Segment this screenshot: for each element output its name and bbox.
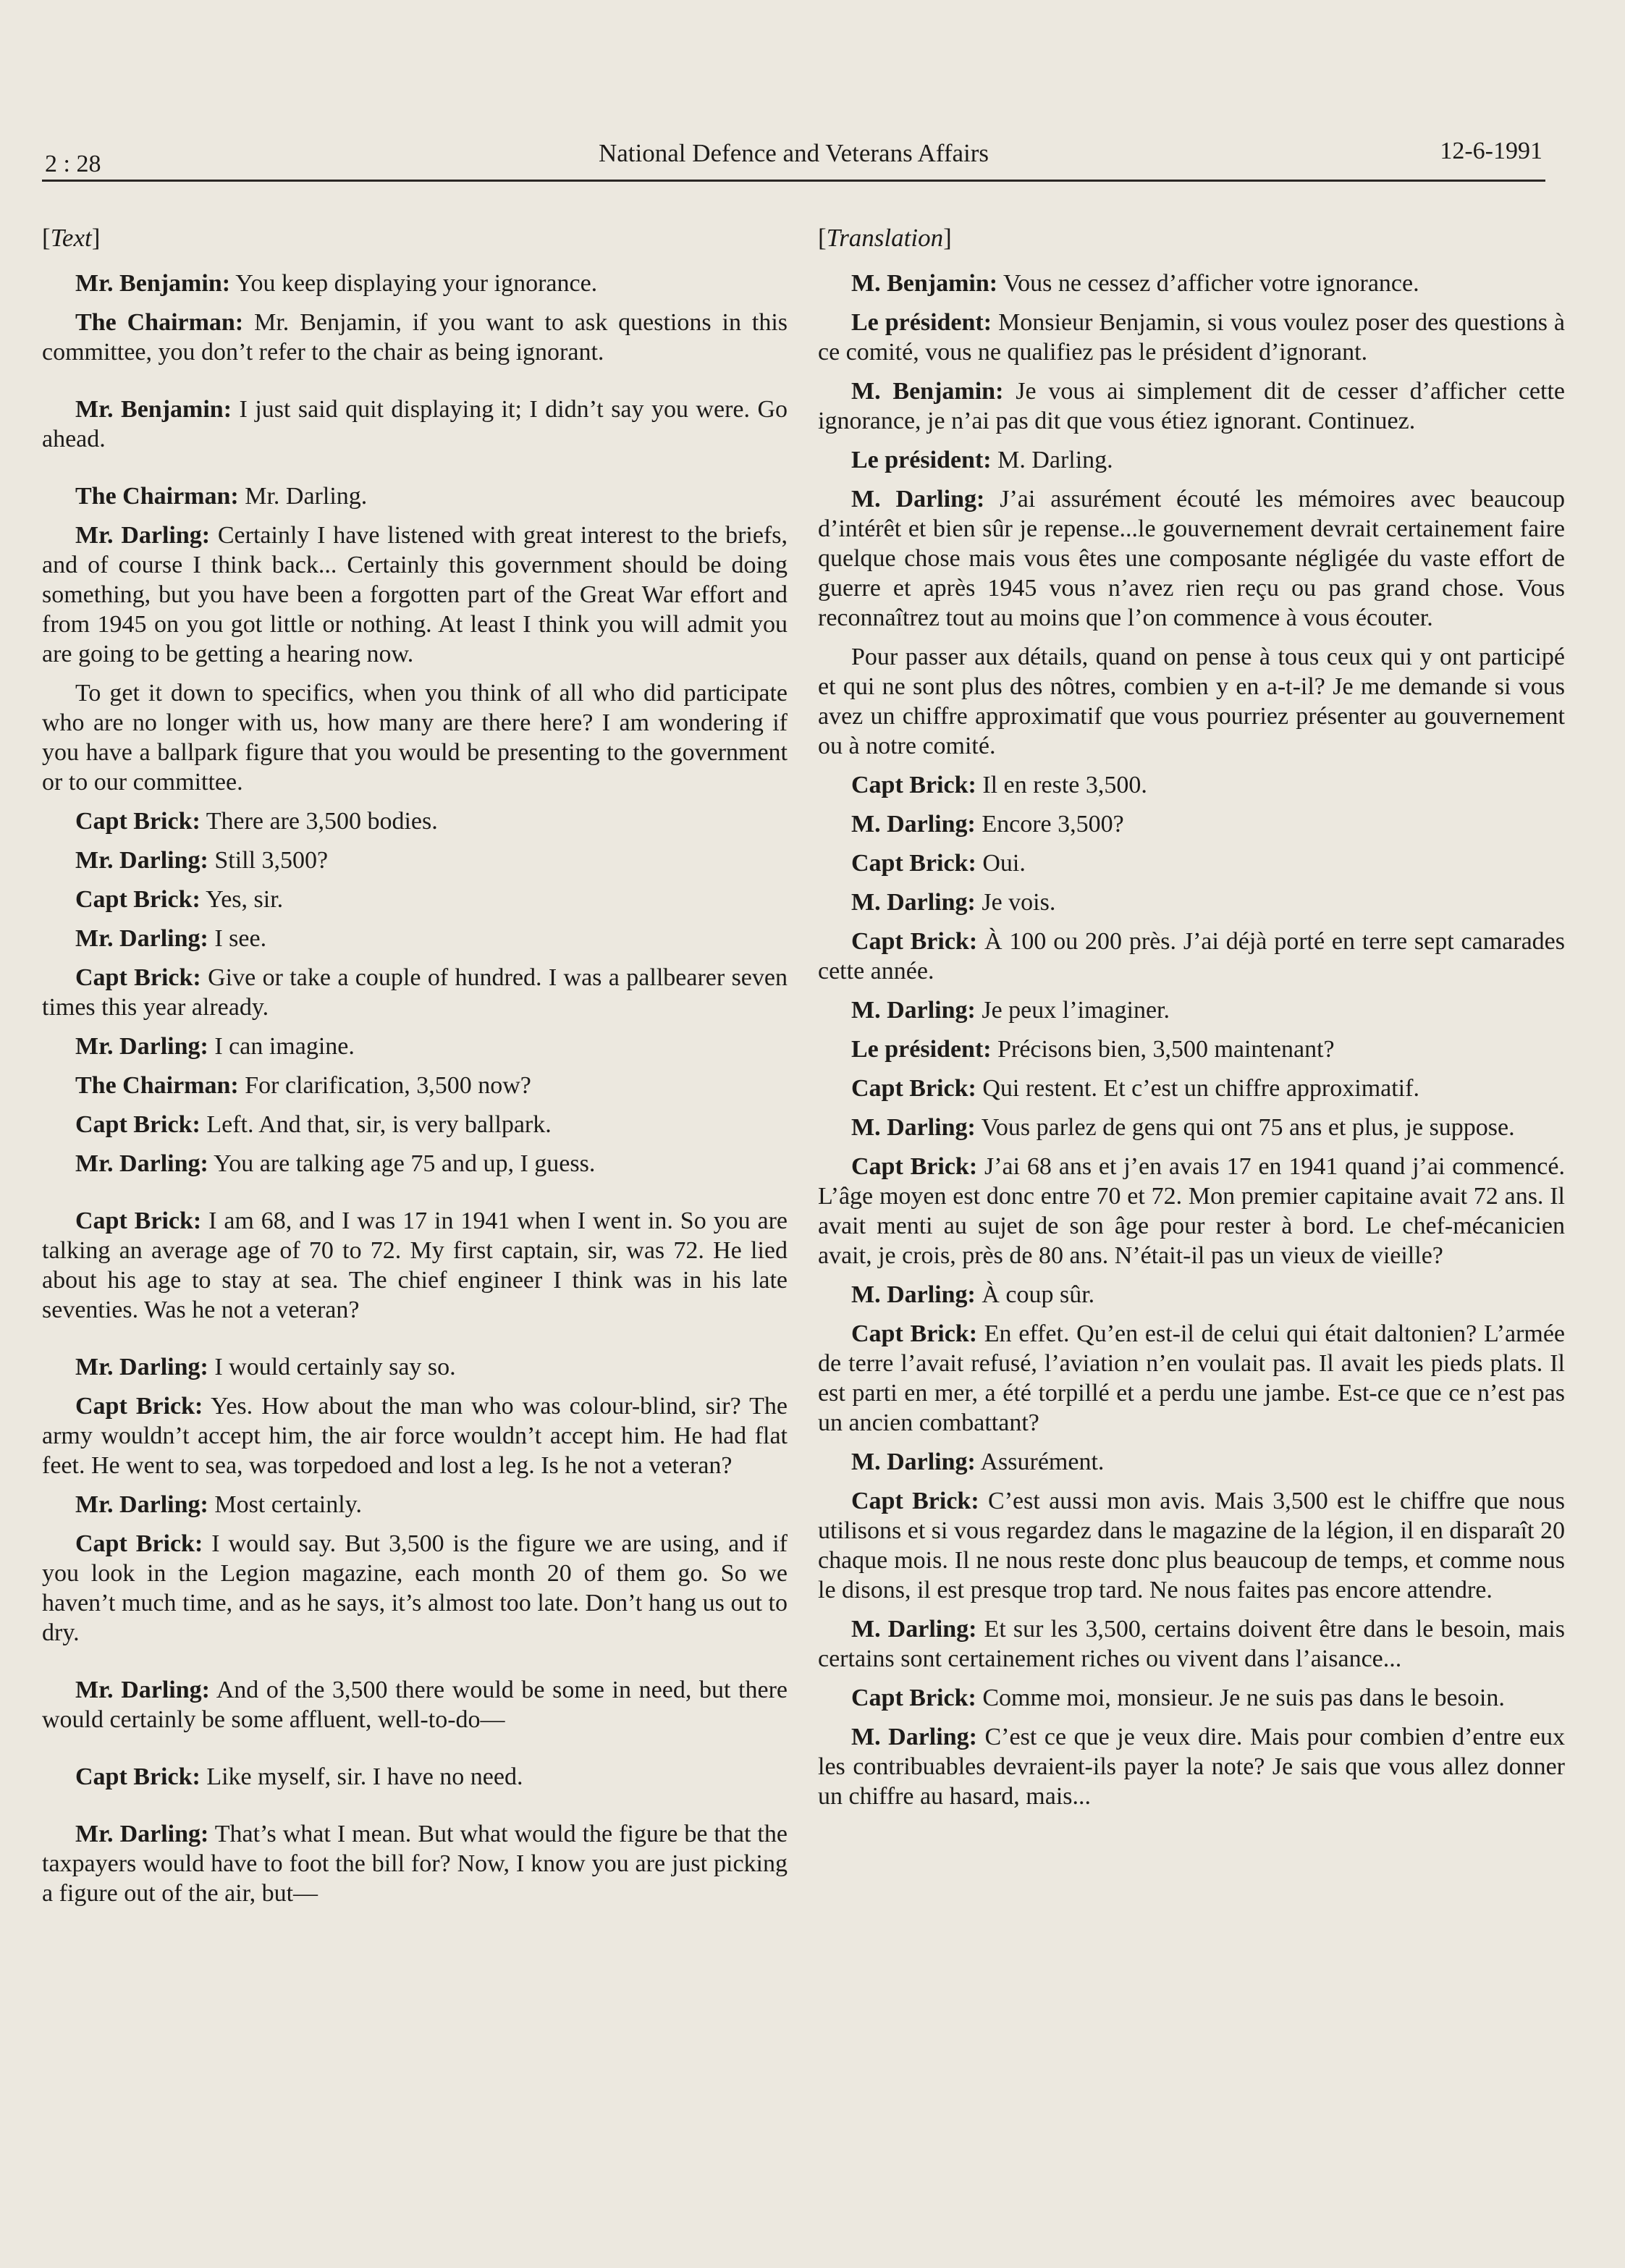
speaker-name: Mr. Darling: xyxy=(75,925,208,952)
dialogue-paragraph xyxy=(42,1819,788,1908)
speaker-name: M. Benjamin: xyxy=(851,378,1004,405)
speech-text: Comme moi, monsieur. Je ne suis pas dans le besoin. xyxy=(976,1685,1505,1711)
speech-text: Certainly I have listened with great interest to the briefs, and of course I think back... Certainly this government should be doing something, but you have been a forgotten part of the Great War effort and from 1945 on you got little or nothing. At least I think you will admit you are going to be getting a hearing now. xyxy=(42,522,788,667)
speech-text: Encore 3,500? xyxy=(975,811,1124,838)
speech-text: I can imagine. xyxy=(208,1033,355,1060)
dialogue-paragraph xyxy=(818,1447,1565,1477)
speaker-name: Capt Brick: xyxy=(851,850,976,877)
speaker-name: Capt Brick: xyxy=(75,1763,201,1790)
dialogue-paragraph xyxy=(818,888,1565,917)
speech-text: Oui. xyxy=(976,850,1026,877)
speech-text: C’est aussi mon avis. Mais 3,500 est le chiffre que nous utilisons et si vous regardez dans le magazine de la légion, il en disparaît 20 chaque mois. Il ne nous reste donc plus beaucoup de temps, et comme nous le disons, il est presque trop tard. Ne nous faites pas encore attendre. xyxy=(818,1488,1566,1603)
dialogue-paragraph xyxy=(818,1074,1565,1103)
dialogue-paragraph xyxy=(818,1280,1565,1310)
speaker-name: Capt Brick: xyxy=(75,886,201,913)
speech-text: You keep displaying your ignorance. xyxy=(230,270,598,297)
dialogue-paragraph xyxy=(42,885,788,914)
speech-text: There are 3,500 bodies. xyxy=(200,808,438,835)
speech-text: Like myself, sir. I have no need. xyxy=(200,1763,523,1790)
speech-text: Mr. Benjamin, if you want to ask questions in this committee, you don’t refer to the chair as being ignorant. xyxy=(42,309,788,366)
speech-text: J’ai assurément écouté les mémoires avec beaucoup d’intérêt et bien sûr je repense...le gouvernement devrait certainement faire quelque chose mais vous êtes une composante négligée du vaste effort de guerre et après 1945 vous n’avez rien reçu ou pas grand chose. Vous reconnaîtrez tout au moins que l’on commence à vous écouter. xyxy=(818,486,1565,631)
speaker-name: Capt Brick: xyxy=(75,1530,203,1557)
speech-text: Yes, sir. xyxy=(200,886,284,913)
speech-text: I would certainly say so. xyxy=(208,1354,456,1380)
speaker-name: M. Darling: xyxy=(851,1616,977,1643)
speaker-name: M. Darling: xyxy=(851,1281,976,1308)
dialogue-paragraph xyxy=(818,308,1565,367)
speech-text: M. Darling. xyxy=(991,447,1113,473)
dialogue-paragraph xyxy=(42,1675,788,1734)
speaker-name: Le président: xyxy=(851,447,992,473)
speaker-name: The Chairman: xyxy=(75,309,244,336)
speaker-name: Mr. Darling: xyxy=(75,1491,208,1518)
section-label-text: [Text] xyxy=(42,224,101,252)
english-column xyxy=(42,223,788,1918)
header-date: 12-6-1991 xyxy=(1440,138,1542,164)
speaker-name: M. Darling: xyxy=(851,1449,976,1475)
speech-text: Je vois. xyxy=(975,889,1056,916)
speaker-name: Mr. Darling: xyxy=(75,522,211,549)
speech-text: I just said quit displaying it; I didn’t say you were. Go ahead. xyxy=(42,396,788,452)
dialogue-paragraph xyxy=(42,1071,788,1100)
dialogue-paragraph xyxy=(818,770,1565,800)
speaker-name: Mr. Benjamin: xyxy=(75,396,232,423)
speech-text: I see. xyxy=(208,925,267,952)
speaker-name: M. Darling: xyxy=(851,889,976,916)
speech-text: Left. And that, sir, is very ballpark. xyxy=(200,1111,552,1138)
dialogue-paragraph xyxy=(818,809,1565,839)
speaker-name: Mr. Darling: xyxy=(75,1033,208,1060)
speaker-name: Mr. Darling: xyxy=(75,847,208,874)
dialogue-paragraph xyxy=(42,963,788,1022)
dialogue-paragraph xyxy=(42,1490,788,1519)
dialogue-paragraph xyxy=(818,1683,1565,1713)
speaker-name: Capt Brick: xyxy=(851,1153,978,1180)
dialogue-paragraph xyxy=(818,1152,1565,1270)
speaker-name: Mr. Darling: xyxy=(75,1354,208,1380)
speech-text: Monsieur Benjamin, si vous voulez poser des questions à ce comité, vous ne qualifiez pas le président d’ignorant. xyxy=(818,309,1565,366)
dialogue-paragraph xyxy=(42,1529,788,1648)
dialogue-paragraph xyxy=(42,924,788,953)
dialogue-paragraph xyxy=(818,1486,1565,1605)
speaker-name: Capt Brick: xyxy=(75,1207,202,1234)
dialogue-paragraph xyxy=(42,308,788,367)
speech-text: J’ai 68 ans et j’en avais 17 en 1941 quand j’ai commencé. L’âge moyen est donc entre 70 et 72. Mon premier capitaine avait 72 ans. Il avait menti au sujet de son âge pour rester à bord. Le chef-mécanicien avait, je crois, près de 80 ans. N’était-il pas un vieux de vieille? xyxy=(818,1153,1565,1269)
speaker-name: Capt Brick: xyxy=(851,1075,976,1102)
speech-text: Pour passer aux détails, quand on pense à tous ceux qui y ont participé et qui ne sont plus des nôtres, combien y en a-t-il? Je me demande si vous avez un chiffre approximatif que vous pourriez présenter au gouvernement ou à notre comité. xyxy=(818,644,1565,759)
dialogue-paragraph xyxy=(818,484,1565,633)
speech-text: For clarification, 3,500 now? xyxy=(238,1072,531,1099)
page-header xyxy=(42,129,1545,182)
french-column xyxy=(818,223,1565,1821)
speaker-name: M. Benjamin: xyxy=(851,270,998,297)
speech-text: C’est ce que je veux dire. Mais pour combien d’entre eux les contribuables devraient-ils payer la note? Je sais que vous allez donner un chiffre au hasard, mais... xyxy=(818,1724,1565,1810)
dialogue-paragraph xyxy=(42,481,788,511)
speaker-name: Le président: xyxy=(851,1036,992,1063)
speech-text: And of the 3,500 there would be some in need, but there would certainly be some affluent, well-to-do— xyxy=(42,1677,788,1733)
speech-text: I would say. But 3,500 is the figure we are using, and if you look in the Legion magazine, each month 20 of them go. So we haven’t much time, and as he says, it’s almost too late. Don’t hang us out to dry. xyxy=(42,1530,788,1646)
dialogue-paragraph xyxy=(818,848,1565,878)
speech-text: Je peux l’imaginer. xyxy=(975,997,1170,1024)
speech-text: I am 68, and I was 17 in 1941 when I went in. So you are talking an average age of 70 to 72. My first captain, sir, was 72. He lied about his age to stay at sea. The chief engineer I think was in his late seventies. Was he not a veteran? xyxy=(42,1207,788,1323)
speaker-name: The Chairman: xyxy=(75,1072,239,1099)
speaker-name: Capt Brick: xyxy=(851,1488,979,1514)
dialogue-paragraph xyxy=(42,1206,788,1325)
dialogue-paragraph xyxy=(42,1391,788,1480)
dialogue-paragraph xyxy=(818,1722,1565,1811)
speech-text: Assurément. xyxy=(975,1449,1105,1475)
speaker-name: Mr. Darling: xyxy=(75,1150,208,1177)
speaker-name: Le président: xyxy=(851,309,992,336)
dialogue-paragraph xyxy=(42,395,788,454)
speech-text: Vous ne cessez d’afficher votre ignorance. xyxy=(997,270,1419,297)
speaker-name: Mr. Darling: xyxy=(75,1821,209,1847)
speech-text: Still 3,500? xyxy=(208,847,329,874)
speaker-name: Capt Brick: xyxy=(851,772,976,798)
speech-text: Mr. Darling. xyxy=(238,483,368,510)
speaker-name: Capt Brick: xyxy=(75,1111,201,1138)
dialogue-paragraph xyxy=(818,1319,1565,1438)
speech-text: Il en reste 3,500. xyxy=(976,772,1147,798)
speaker-name: The Chairman: xyxy=(75,483,239,510)
speech-text: À 100 ou 200 près. J’ai déjà porté en terre sept camarades cette année. xyxy=(818,928,1565,985)
speaker-name: Capt Brick: xyxy=(851,928,978,955)
speech-text: Je vous ai simplement dit de cesser d’afficher cette ignorance, je n’ai pas dit que vous étiez ignorant. Continuez. xyxy=(818,378,1565,434)
dialogue-paragraph xyxy=(818,445,1565,475)
dialogue-paragraph xyxy=(42,1352,788,1382)
speech-text: Yes. How about the man who was colour-blind, sir? The army wouldn’t accept him, the air force wouldn’t accept him. He had flat feet. He went to sea, was torpedoed and lost a leg. Is he not a veteran? xyxy=(42,1393,788,1479)
speaker-name: M. Darling: xyxy=(851,811,976,838)
speaker-name: M. Darling: xyxy=(851,1114,976,1141)
speech-text: Most certainly. xyxy=(208,1491,362,1518)
speech-text: That’s what I mean. But what would the figure be that the taxpayers would have to foot the bill for? Now, I know you are just picking a figure out of the air, but— xyxy=(42,1821,788,1907)
speech-text: En effet. Qu’en est-il de celui qui était daltonien? L’armée de terre l’avait refusé, l’aviation n’en voulait pas. Il avait les pieds plats. Il est parti en mer, a été torpillé et a perdu une jambe. Est-ce que ce n’est pas un ancien combattant? xyxy=(818,1320,1565,1436)
speech-text: You are talking age 75 and up, I guess. xyxy=(208,1150,596,1177)
dialogue-paragraph xyxy=(42,1149,788,1179)
dialogue-paragraph xyxy=(818,1034,1565,1064)
dialogue-paragraph xyxy=(42,806,788,836)
dialogue-paragraph xyxy=(42,846,788,875)
speaker-name: M. Darling: xyxy=(851,486,985,513)
speech-text: À coup sûr. xyxy=(975,1281,1095,1308)
dialogue-paragraph xyxy=(42,1110,788,1139)
running-title: National Defence and Veterans Affairs xyxy=(598,139,989,167)
section-label-translation: [Translation] xyxy=(818,224,952,252)
speech-text: Vous parlez de gens qui ont 75 ans et plus, je suppose. xyxy=(975,1114,1515,1141)
speech-text: Et sur les 3,500, certains doivent être dans le besoin, mais certains sont certainement riches ou vivent dans l’aisance... xyxy=(818,1616,1565,1672)
speaker-name: Capt Brick: xyxy=(75,1393,203,1420)
speaker-name: M. Darling: xyxy=(851,1724,977,1750)
speech-text: Give or take a couple of hundred. I was a pallbearer seven times this year already. xyxy=(42,964,788,1021)
dialogue-paragraph xyxy=(818,642,1565,761)
dialogue-paragraph xyxy=(42,520,788,669)
dialogue-paragraph xyxy=(818,995,1565,1025)
speech-text: Qui restent. Et c’est un chiffre approximatif. xyxy=(976,1075,1419,1102)
speaker-name: Mr. Benjamin: xyxy=(75,270,231,297)
dialogue-paragraph xyxy=(818,1614,1565,1674)
dialogue-paragraph xyxy=(818,376,1565,436)
speaker-name: Capt Brick: xyxy=(851,1685,976,1711)
dialogue-paragraph xyxy=(42,678,788,797)
speech-text: Précisons bien, 3,500 maintenant? xyxy=(991,1036,1335,1063)
speaker-name: Mr. Darling: xyxy=(75,1677,210,1703)
dialogue-paragraph xyxy=(42,1032,788,1061)
dialogue-paragraph xyxy=(42,1762,788,1792)
page-number: 2 : 28 xyxy=(45,151,101,177)
speaker-name: M. Darling: xyxy=(851,997,976,1024)
speaker-name: Capt Brick: xyxy=(75,964,201,991)
speaker-name: Capt Brick: xyxy=(75,808,201,835)
dialogue-paragraph xyxy=(42,269,788,298)
dialogue-paragraph xyxy=(818,927,1565,986)
dialogue-paragraph xyxy=(818,269,1565,298)
dialogue-paragraph xyxy=(818,1113,1565,1142)
speech-text: To get it down to specifics, when you think of all who did participate who are no longer with us, how many are there here? I am wondering if you have a ballpark figure that you would be presenting to the government or to our committee. xyxy=(42,680,788,796)
speaker-name: Capt Brick: xyxy=(851,1320,978,1347)
